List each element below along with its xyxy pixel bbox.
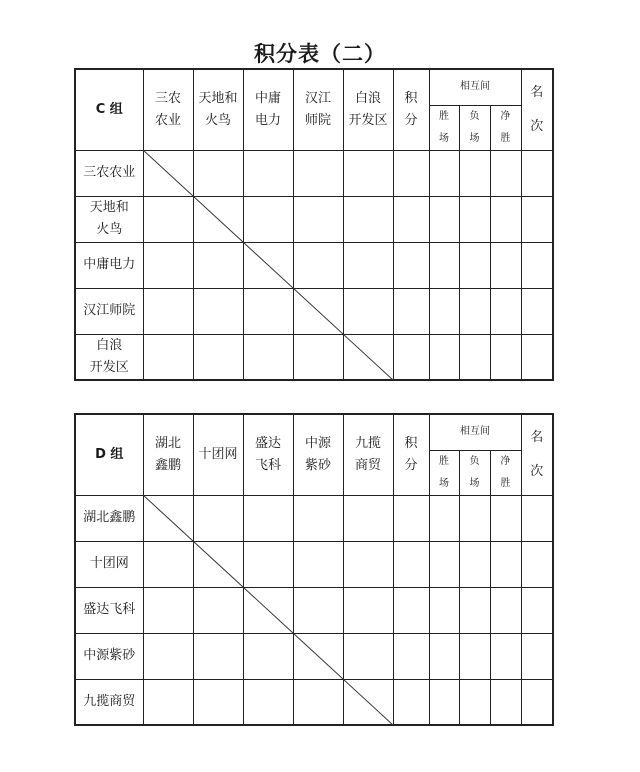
table-row [75,587,553,633]
table-row [75,679,553,725]
team-row-label: 中庸电力 [75,242,143,288]
team-header-2: 十团网 [193,414,243,495]
team-header-1: 三农 农业 [143,69,193,150]
lose-header: 负 场 [459,450,490,495]
group-label: C 组 [75,69,143,150]
team-row-label: 盛达飞科 [75,587,143,633]
team-header-3: 盛达 飞科 [243,414,293,495]
team-header-1: 湖北 鑫鹏 [143,414,193,495]
table-row [75,196,553,242]
team-header-4: 中源 紫砂 [293,414,343,495]
table-row [75,288,553,334]
mutual-header: 相互间 [429,69,521,105]
page-title: 积分表（二） [254,42,386,66]
team-header-5: 白浪 开发区 [343,69,393,150]
team-row-label: 汉江师院 [75,288,143,334]
team-row-label: 三农农业 [75,150,143,196]
table-row [75,334,553,380]
points-header: 积 分 [393,414,429,495]
score-table-c [74,68,554,381]
table-row [75,495,553,541]
team-header-2: 天地和 火鸟 [193,69,243,150]
team-header-4: 汉江 师院 [293,69,343,150]
group-label: D 组 [75,414,143,495]
team-row-label: 天地和 火鸟 [75,196,143,242]
team-header-5: 九揽 商贸 [343,414,393,495]
points-header: 积 分 [393,69,429,150]
table-row [75,541,553,587]
rank-header: 名 次 [521,69,553,150]
mutual-header: 相互间 [429,414,521,450]
rank-header: 名 次 [521,414,553,495]
table-row [75,242,553,288]
lose-header: 负 场 [459,105,490,150]
table-row [75,150,553,196]
team-row-label: 九揽商贸 [75,679,143,725]
net-header: 净 胜 [490,105,521,150]
team-row-label: 白浪 开发区 [75,334,143,380]
team-row-label: 湖北鑫鹏 [75,495,143,541]
team-row-label: 十团网 [75,541,143,587]
team-row-label: 中源紫砂 [75,633,143,679]
table-row [75,633,553,679]
score-table-d [74,413,554,726]
win-header: 胜 场 [429,105,459,150]
win-header: 胜 场 [429,450,459,495]
team-header-3: 中庸 电力 [243,69,293,150]
net-header: 净 胜 [490,450,521,495]
